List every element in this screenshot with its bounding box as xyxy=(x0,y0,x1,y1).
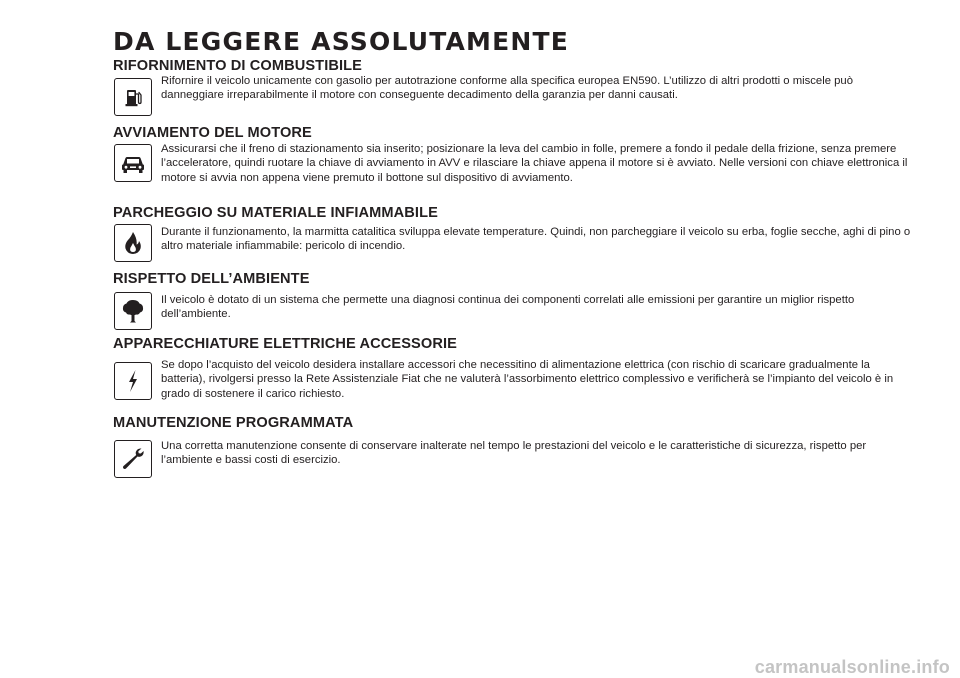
section-text: Rifornire il veicolo unicamente con gasolio per autotrazione conforme alla specifica europea EN590. L’utilizzo di altri prodotti o miscele può danneggiare irreparabilmente il motore con conseguente decadimento della garanzia per danni causati. xyxy=(161,75,853,102)
section-text: Assicurarsi che il freno di stazionamento sia inserito; posizionare la leva del cambio in folle, premere a fondo il pedale della frizione, senza premere l’acceleratore, quindi ruotare la chiave di avviamento in AVV e rilasciare la chiave appena il motore si è avviato. Nelle versioni con chiave elettronica il motore si avvia non appena viene premuto il bottone sul dispositivo di avviamento. xyxy=(161,143,908,184)
section-heading: PARCHEGGIO SU MATERIALE INFIAMMABILE xyxy=(113,205,438,221)
section-heading: RISPETTO DELL’AMBIENTE xyxy=(113,271,310,287)
section-environment xyxy=(113,270,913,322)
section-text: Durante il funzionamento, la marmitta catalitica sviluppa elevate temperature. Quindi, non parcheggiare il veicolo su erba, foglie secche, aghi di pino o altro materiale infiammabile: pericolo di incendio. xyxy=(161,226,911,253)
section-maintenance xyxy=(113,414,913,468)
section-text: Una corretta manutenzione consente di conservare inalterate nel tempo le prestazioni del veicolo e le caratteristiche di sicurezza, rispetto per l’ambiente e bassi costi di esercizio. xyxy=(161,440,867,467)
lightning-icon xyxy=(114,362,152,400)
flame-icon xyxy=(114,224,152,262)
car-icon xyxy=(114,144,152,182)
watermark: carmanualsonline.info xyxy=(754,657,950,677)
fuel-pump-icon xyxy=(114,78,152,116)
section-engine-start xyxy=(113,124,913,185)
section-fuel xyxy=(113,57,913,103)
section-heading: RIFORNIMENTO DI COMBUSTIBILE xyxy=(113,58,362,74)
section-electrical xyxy=(113,335,913,401)
section-text: Il veicolo è dotato di un sistema che permette una diagnosi continua dei componenti correlati alle emissioni per garantire un miglior rispetto dell’ambiente. xyxy=(161,294,855,321)
section-parking xyxy=(113,204,913,254)
section-text: Se dopo l’acquisto del veicolo desidera installare accessori che necessitino di alimentazione elettrica (con rischio di scaricare gradualmente la batteria), rivolgersi presso la Rete Assistenziale Fiat che ne valuterà l’assorbimento elettrico complessivo e verificherà se l’impianto del veicolo è in grado di sostenere il carico richiesto. xyxy=(161,359,894,400)
section-heading: AVVIAMENTO DEL MOTORE xyxy=(113,125,312,141)
tree-icon xyxy=(114,292,152,330)
section-heading: MANUTENZIONE PROGRAMMATA xyxy=(113,415,354,431)
page-title: DA LEGGERE ASSOLUTAMENTE xyxy=(113,27,570,56)
section-heading: APPARECCHIATURE ELETTRICHE ACCESSORIE xyxy=(113,336,457,352)
wrench-icon xyxy=(114,440,152,478)
